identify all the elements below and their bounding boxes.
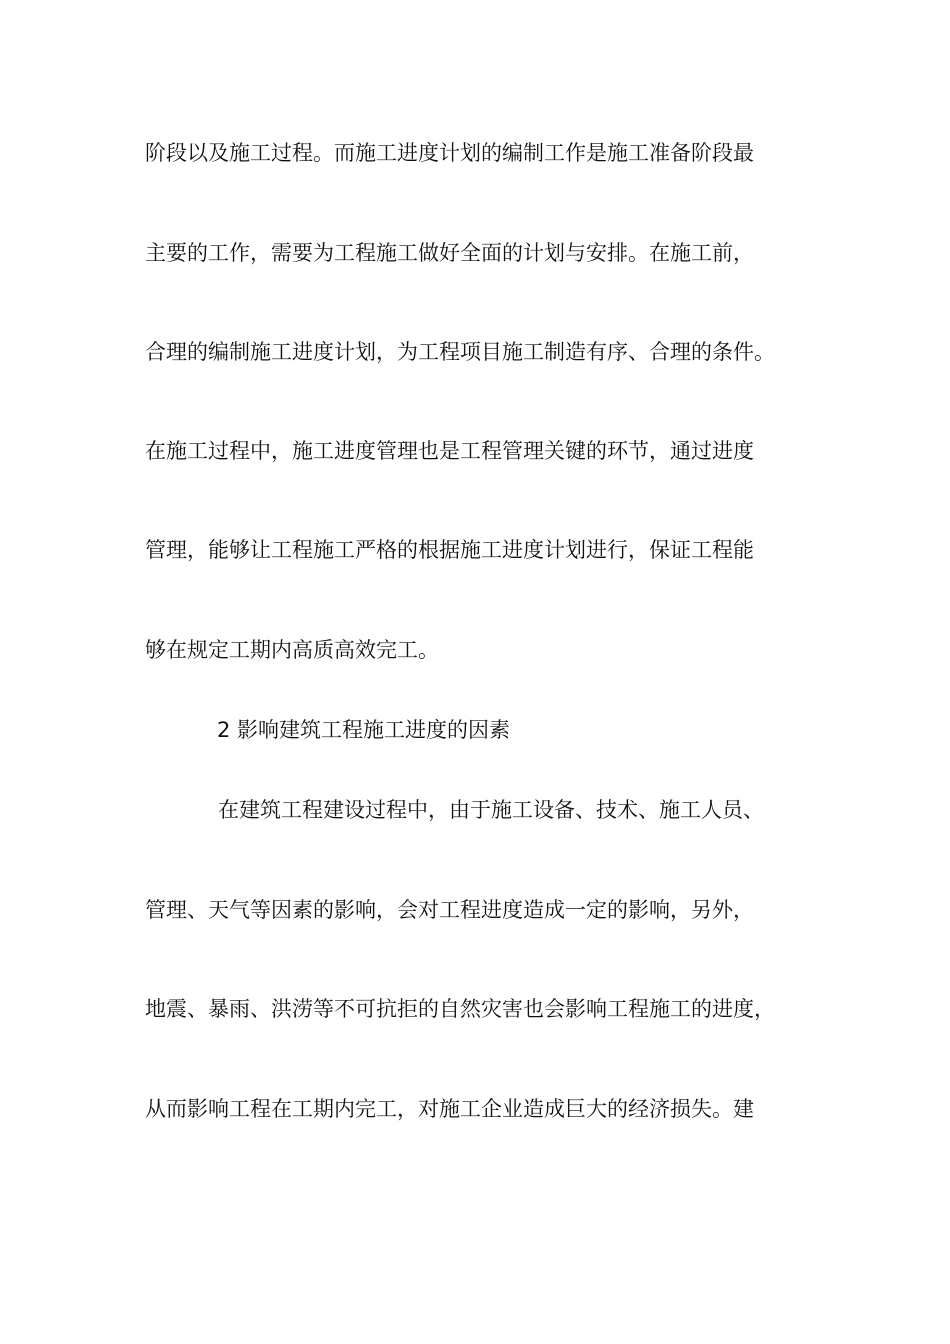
paragraph-1-line-1: 阶段以及施工过程。而施工进度计划的编制工作是施工准备阶段最 [145,141,754,165]
paragraph-1-line-5: 管理，能够让工程施工严格的根据施工进度计划进行，保证工程能 [145,538,754,562]
paragraph-1-line-2: 主要的工作，需要为工程施工做好全面的计划与安排。在施工前， [145,241,754,265]
paragraph-2-line-4: 从而影响工程在工期内完工，对施工企业造成巨大的经济损失。建 [145,1097,754,1121]
paragraph-2-line-1: 在建筑工程建设过程中，由于施工设备、技术、施工人员、 [218,798,764,822]
paragraph-1-line-4: 在施工过程中，施工进度管理也是工程管理关键的环节，通过进度 [145,439,754,463]
paragraph-1-line-3: 合理的编制施工进度计划，为工程项目施工制造有序、合理的条件。 [145,340,775,364]
section-heading: 2 影响建筑工程施工进度的因素 [217,718,511,742]
paragraph-1-line-6: 够在规定工期内高质高效完工。 [145,638,439,662]
paragraph-2-line-2: 管理、天气等因素的影响，会对工程进度造成一定的影响，另外， [145,898,754,922]
paragraph-2-line-3: 地震、暴雨、洪涝等不可抗拒的自然灾害也会影响工程施工的进度， [145,997,775,1021]
